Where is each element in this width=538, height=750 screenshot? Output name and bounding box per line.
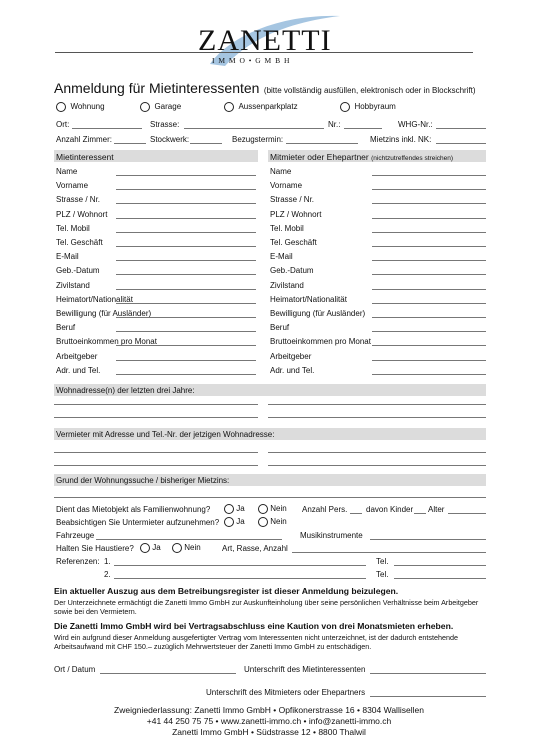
familienwohnung-ja[interactable]: Ja [224, 504, 245, 514]
field-label: Heimatort/Nationalität [56, 294, 133, 304]
field-label: Name [270, 167, 292, 176]
haustiere-nein[interactable]: Nein [172, 543, 201, 553]
nr-input[interactable] [344, 128, 382, 129]
radio-icon[interactable] [140, 543, 150, 553]
field-label: Beruf [56, 323, 76, 333]
field-label: Strasse / Nr. [270, 195, 315, 205]
label-davon-kinder: davon Kinder [366, 505, 414, 514]
field-input[interactable] [116, 374, 256, 375]
field-label: Bewilligung (für Ausländer) [270, 309, 366, 318]
radio-icon[interactable] [224, 517, 234, 527]
field-label: Tel. Mobil [56, 223, 90, 233]
field-label: Vorname [270, 181, 303, 191]
label-referenzen: Referenzen: [56, 557, 100, 566]
field-input[interactable] [372, 345, 486, 346]
field-input[interactable] [372, 331, 486, 332]
field-label: Heimatort/Nationalität [270, 294, 347, 304]
field-input[interactable] [372, 260, 486, 261]
ref2-number: 2. [104, 570, 111, 579]
object-type-hobbyraum[interactable]: Hobbyraum [340, 102, 396, 112]
vermieter-right-2[interactable] [268, 465, 486, 466]
section-title-wohnadressen: Wohnadresse(n) der letzten drei Jahre: [56, 386, 195, 395]
field-label: Geb.-Datum [270, 266, 314, 276]
strasse-input[interactable] [184, 128, 324, 129]
field-input[interactable] [372, 175, 486, 176]
label-ref2-tel: Tel. [376, 570, 389, 579]
wohnadresse-right-1[interactable] [268, 404, 486, 405]
field-input[interactable] [372, 317, 486, 318]
label-anzahl-pers: Anzahl Pers. [302, 505, 348, 514]
familienwohnung-nein[interactable]: Nein [258, 504, 287, 514]
unterschrift-miet-input[interactable] [370, 673, 486, 674]
field-label: PLZ / Wohnort [56, 209, 108, 219]
untermieter-nein[interactable]: Nein [258, 517, 287, 527]
label-ort: Ort: [56, 120, 70, 129]
field-label: Bewilligung (für Ausländer) [56, 309, 152, 318]
field-input[interactable] [116, 317, 256, 318]
label-alter: Alter [428, 505, 445, 514]
whg-input[interactable] [436, 128, 486, 129]
form-title: Anmeldung für Mietinteressenten [54, 80, 260, 96]
bezug-input[interactable] [286, 143, 358, 144]
field-label: PLZ / Wohnort [270, 209, 322, 219]
wohnadresse-right-2[interactable] [268, 417, 486, 418]
field-input[interactable] [372, 232, 486, 233]
radio-icon[interactable] [172, 543, 182, 553]
label-stockwerk: Stockwerk: [150, 135, 190, 144]
vermieter-right-1[interactable] [268, 452, 486, 453]
question-untermieter: Beabsichtigen Sie Untermieter aufzunehmen? [56, 518, 220, 527]
label-unterschrift-mitmieter: Unterschrift des Mitmieters oder Ehepartners [206, 688, 366, 697]
anzahl-pers-input[interactable] [350, 513, 362, 514]
question-familienwohnung: Dient das Mietobjekt als Familienwohnung? [56, 505, 211, 514]
field-input[interactable] [116, 260, 256, 261]
label-ort-datum: Ort / Datum [54, 665, 96, 674]
notice-kaution-title: Die Zanetti Immo GmbH wird bei Vertragsabschluss eine Kaution von drei Monatsmieten erheben. [54, 621, 454, 631]
radio-icon[interactable] [56, 102, 66, 112]
alter-input[interactable] [448, 513, 486, 514]
grund-input[interactable] [54, 497, 486, 498]
label-nr: Nr.: [328, 120, 341, 129]
label-zimmer: Anzahl Zimmer: [56, 135, 113, 144]
mietzins-input[interactable] [436, 143, 486, 144]
field-label: Beruf [270, 323, 290, 333]
notice-betreibung-text: Der Unterzeichnete ermächtigt die Zanetti Immo GmbH zur Auskunfteinholung über seine persönlichen Verhältnisse beim Arbeitgeber sowie bei den Vermietern. [54, 598, 479, 616]
ref1-tel-input[interactable] [394, 565, 486, 566]
section-title-grund: Grund der Wohnungssuche / bisheriger Mietzins: [56, 476, 230, 485]
unterschrift-mitmieter-input[interactable] [370, 696, 486, 697]
section-title-vermieter: Vermieter mit Adresse und Tel.-Nr. der jetzigen Wohnadresse: [56, 430, 275, 439]
field-input[interactable] [372, 374, 486, 375]
field-input[interactable] [116, 189, 256, 190]
field-input[interactable] [116, 360, 256, 361]
notice-kaution-text: Wird ein aufgrund dieser Anmeldung ausgefertigter Vertrag vom Interessenten nicht unterzeichnet, ist der dadurch entstehende Arbeitsaufwand mit CHF 150.– zuzüglich Mehrwertsteuer der Zanetti Immo GmbH zu entschädigen. [54, 633, 458, 651]
label-whg: WHG-Nr.: [398, 120, 433, 129]
field-label: Bruttoeinkommen pro Monat [56, 337, 157, 347]
radio-icon[interactable] [340, 102, 350, 112]
field-label: E-Mail [56, 252, 79, 262]
label-mietzins: Mietzins inkl. NK: [370, 135, 432, 144]
field-label: Vorname [56, 181, 89, 191]
object-type-aussenparkplatz[interactable]: Aussenparkplatz [224, 102, 298, 112]
wohnadresse-left-1[interactable] [54, 404, 258, 405]
field-input[interactable] [372, 274, 486, 275]
haustiere-ja[interactable]: Ja [140, 543, 161, 553]
field-input[interactable] [116, 345, 256, 346]
label-unterschrift-miet: Unterschrift des Mietinteressenten [244, 665, 366, 674]
field-input[interactable] [116, 246, 256, 247]
footer-line-3: Zanetti Immo GmbH • Südstrasse 12 • 8800 Thalwil [172, 727, 366, 737]
untermieter-ja[interactable]: Ja [224, 517, 245, 527]
ort-datum-input[interactable] [100, 673, 236, 674]
davon-kinder-input[interactable] [414, 513, 426, 514]
field-input[interactable] [116, 203, 256, 204]
wohnadresse-left-2[interactable] [54, 417, 258, 418]
field-input[interactable] [372, 189, 486, 190]
field-label: E-Mail [270, 252, 293, 262]
zimmer-input[interactable] [114, 143, 146, 144]
radio-icon[interactable] [258, 517, 268, 527]
ref1-input[interactable] [114, 565, 366, 566]
field-label: Adr. und Tel. [270, 365, 315, 375]
section-title-mitmieter: Mitmieter oder Ehepartner (nichtzutreffendes streichen) [270, 152, 454, 162]
field-label: Tel. Mobil [270, 223, 304, 233]
field-label: Name [56, 167, 78, 176]
field-input[interactable] [372, 303, 486, 304]
stockwerk-input[interactable] [190, 143, 222, 144]
field-input[interactable] [116, 218, 256, 219]
label-ref1-tel: Tel. [376, 557, 389, 566]
field-label: Arbeitgeber [270, 351, 312, 361]
field-label: Geb.-Datum [56, 266, 100, 276]
field-input[interactable] [372, 246, 486, 247]
field-input[interactable] [116, 303, 256, 304]
field-label: Tel. Geschäft [270, 238, 317, 247]
object-type-wohnung[interactable]: Wohnung [56, 102, 105, 112]
field-input[interactable] [372, 360, 486, 361]
form-title-row [54, 80, 476, 98]
ref2-input[interactable] [114, 578, 366, 579]
vermieter-left-1[interactable] [54, 452, 258, 453]
label-fahrzeuge: Fahrzeuge [56, 531, 95, 540]
field-input[interactable] [116, 232, 256, 233]
vermieter-left-2[interactable] [54, 465, 258, 466]
field-label: Zivilstand [270, 280, 304, 290]
art-rasse-input[interactable] [292, 552, 486, 553]
field-input[interactable] [372, 289, 486, 290]
radio-icon[interactable] [224, 102, 234, 112]
field-input[interactable] [372, 203, 486, 204]
radio-icon[interactable] [224, 504, 234, 514]
field-label: Bruttoeinkommen pro Monat [270, 337, 371, 347]
ref2-tel-input[interactable] [394, 578, 486, 579]
label-art-rasse: Art, Rasse, Anzahl [222, 544, 288, 553]
form-title-note: (bitte vollständig ausfüllen, elektronisch oder in Blockschrift) [263, 86, 476, 95]
field-label: Strasse / Nr. [56, 195, 101, 205]
field-input[interactable] [372, 218, 486, 219]
radio-icon[interactable] [140, 102, 150, 112]
footer-line-2: +41 44 250 75 75 • www.zanetti-immo.ch • info@zanetti-immo.ch [146, 716, 392, 726]
label-musikinstrumente: Musikinstrumente [300, 531, 363, 540]
notice-betreibung-title: Ein aktueller Auszug aus dem Betreibungsregister ist dieser Anmeldung beizulegen. [54, 586, 399, 596]
logo-tagline: I M M O • G M B H [212, 56, 291, 65]
musikinstrumente-input[interactable] [370, 539, 486, 540]
ref1-number: 1. [104, 557, 111, 566]
radio-icon[interactable] [258, 504, 268, 514]
question-haustiere: Halten Sie Haustiere? [56, 544, 134, 553]
label-bezug: Bezugstermin: [232, 135, 284, 144]
object-type-garage[interactable]: Garage [140, 102, 181, 112]
field-input[interactable] [116, 175, 256, 176]
field-label: Adr. und Tel. [56, 365, 101, 375]
logo-wordmark: ZANETTI [198, 24, 332, 57]
field-input[interactable] [116, 331, 256, 332]
label-strasse: Strasse: [150, 120, 180, 129]
logo-rule [55, 52, 473, 53]
ort-input[interactable] [72, 128, 142, 129]
field-label: Tel. Geschäft [56, 238, 103, 247]
field-input[interactable] [116, 274, 256, 275]
field-label: Zivilstand [56, 280, 90, 290]
fahrzeuge-input[interactable] [96, 539, 282, 540]
field-input[interactable] [116, 289, 256, 290]
section-title-mietinteressent: Mietinteressent [56, 152, 114, 162]
footer-line-1: Zweigniederlassung: Zanetti Immo GmbH • Opfikonerstrasse 16 • 8304 Wallisellen [114, 705, 424, 715]
field-label: Arbeitgeber [56, 351, 98, 361]
